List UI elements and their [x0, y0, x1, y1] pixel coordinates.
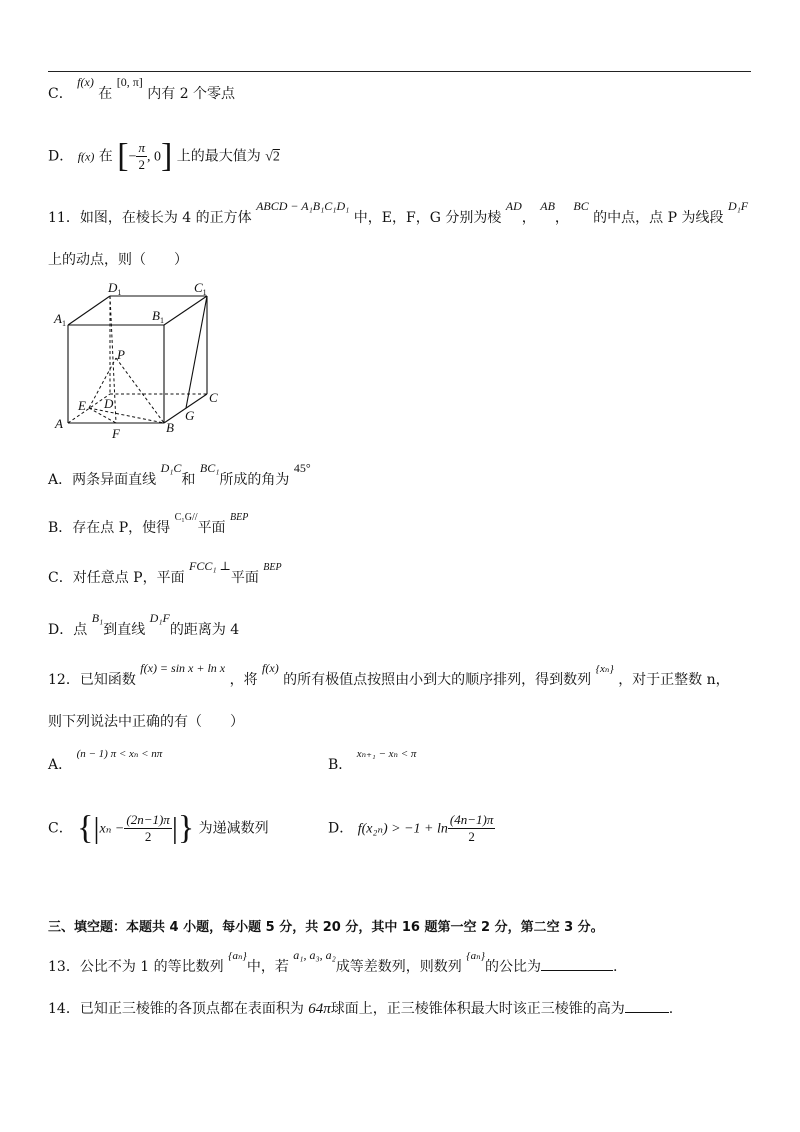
- segment-C1G: [186, 296, 207, 408]
- q11-stem-line2: 上的动点，则（ ）: [48, 252, 188, 268]
- sqrt-symbol: √2: [265, 149, 280, 165]
- q13: 13．公比不为 1 的等比数列 $^{\{a_n\}}$中，若 a₁, a₃, a₂成等差数列，则数列 $^{\{a_n\}}$的公比为 .: [48, 948, 618, 975]
- answer-blank: [541, 956, 613, 971]
- segment-PB: [116, 358, 164, 423]
- q11-option-d: D．点 B₁到直线 D₁F的距离为 4: [48, 611, 240, 638]
- fraction: $\frac{(2n-1)\pi}{2}$: [126, 812, 170, 844]
- segment-EB: [89, 408, 164, 423]
- label-P: P: [117, 347, 125, 362]
- fraction: $\frac{\pi}{2}$: [138, 140, 145, 172]
- label-B: B: [166, 420, 174, 435]
- label-G: G: [185, 408, 195, 423]
- fraction: $\frac{(4n-1)\pi}{2}$: [449, 812, 494, 844]
- q12-stem: 12．已知函数 f(x) = sin x + ln x ，将 f(x) 的所有极值点按照由小到大的顺序排列，得到数列 $^{\{x_n\}}$ ，对于正整数 n，: [48, 661, 730, 688]
- q11-stem: 11．如图，在棱长为 4 的正方体 ABCD − A₁B₁C₁D₁ 中，E，F，G 分别为棱 AD， AB， BC 的中点，点 P 为线段 D₁F: [48, 199, 749, 226]
- q11-option-a: A．两条异面直线 D₁C和 BC₁所成的角为 45°: [48, 461, 311, 488]
- edge-A1D1: [68, 296, 110, 325]
- section3-heading: 三、填空题：本题共 4 小题，每小题 5 分，共 20 分，其中 16 题第一空 2 分，第二空 3 分。: [48, 920, 604, 935]
- label-D1: $D_1$: [108, 280, 122, 297]
- label-D: D: [104, 396, 114, 411]
- label-A: A: [55, 416, 63, 431]
- label-A1: $A_1$: [54, 311, 66, 328]
- q14: 14．已知正三棱锥的各顶点都在表面积为 64π球面上，正三棱锥体积最大时该正三棱锥的高为 .: [48, 998, 673, 1019]
- q10-option-c: C． f(x) 在 [0, π] 内有 2 个零点: [48, 75, 236, 102]
- q11-option-c: C．对任意点 P，平面 FCC₁ ⊥平面 $^{BEP}$: [48, 559, 282, 586]
- label-E: E: [78, 398, 86, 413]
- q10-option-d: D． f(x) 在 [− $\frac{\pi}{2}$ , 0] 上的最大值为 √2: [48, 137, 280, 175]
- q12-option-b: B． $^{x_{n+1} - x_n < \pi}$: [328, 748, 417, 773]
- label-C1: $C_1$: [194, 280, 207, 297]
- q12-option-a: A． $^{(n - 1) \pi < x_n < n\pi}$: [48, 748, 163, 773]
- label-B1: $B_1$: [152, 308, 164, 325]
- label-C: C: [209, 390, 218, 405]
- cube-figure: [52, 280, 232, 445]
- q12-option-d: D． f(x₂ₙ) > −1 + ln $\frac{(4n-1)\pi}{2}$: [328, 812, 494, 844]
- q11-option-b: B．存在点 P，使得 $^{C_1G//}$平面 $^{BEP}$: [48, 512, 249, 536]
- answer-blank: [625, 998, 669, 1013]
- q12-option-c: C． {|xₙ − $\frac{(2n-1)\pi}{2}$ |} 为递减数列: [48, 809, 269, 847]
- q12-stem-line2: 则下列说法中正确的有（ ）: [48, 714, 244, 730]
- edge-B1C1: [164, 296, 207, 325]
- label-F: F: [112, 426, 120, 441]
- header-rule: [48, 71, 751, 72]
